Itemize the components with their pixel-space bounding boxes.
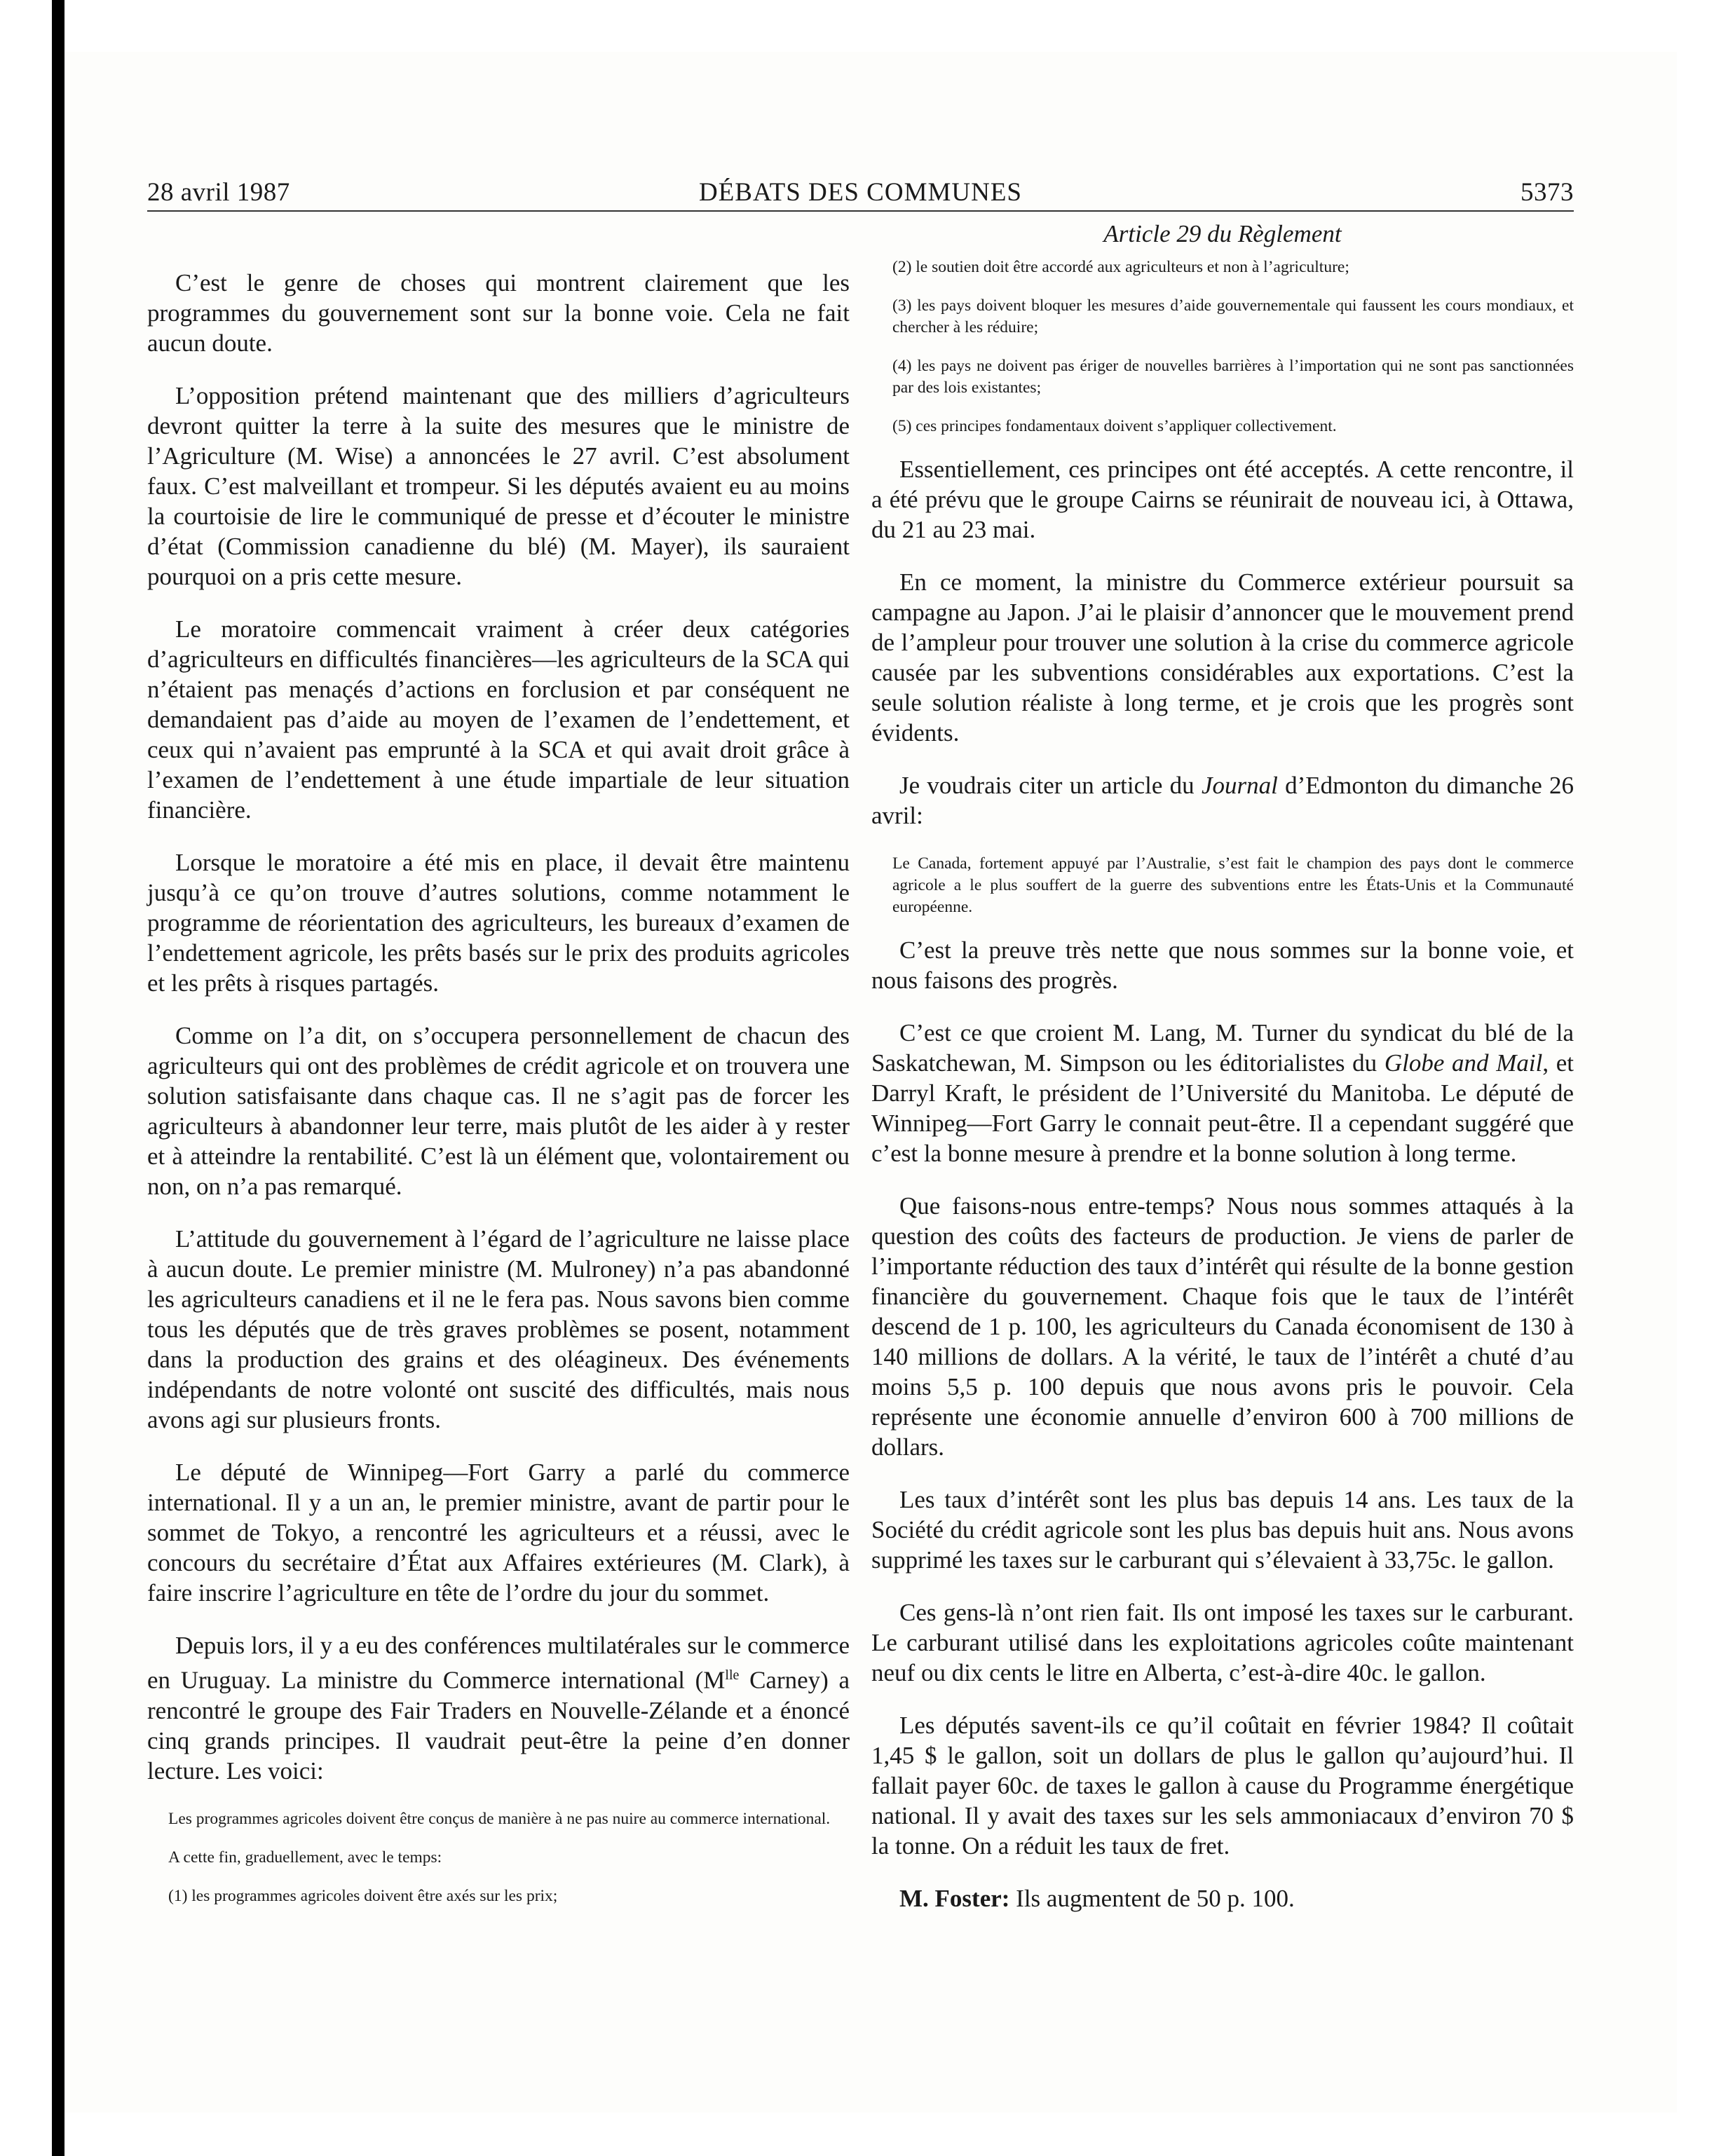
paragraph: L’attitude du gouvernement à l’égard de l’agriculture ne laisse place à aucun doute. Le premier ministre (M. Mulroney) n’a pas abandonné les agriculteurs canadiens et il ne le fera pas. Nous savons bien comme tous les députés que de très graves problèmes se posent, notamment dans la production des grains et des oléagineux. Des événements indépendants de notre volonté ont suscité des difficultés, mais nous avons agi sur plusieurs fronts. — [147, 1225, 850, 1433]
text-run: Depuis lors, il y a eu des conférences multilatérales sur le commerce en Uruguay. La ministre du Commerce international (M — [147, 1632, 850, 1694]
page-header — [147, 170, 1574, 212]
rule-heading: Article 29 du Règlement — [1103, 220, 1342, 247]
block-quote: (1) les programmes agricoles doivent être axés sur les prix; — [168, 1886, 558, 1905]
superscript: lle — [725, 1667, 740, 1683]
left-column — [147, 268, 850, 1924]
scan-edge — [52, 0, 64, 2156]
block-quote: Les programmes agricoles doivent être conçus de manière à ne pas nuire au commerce international. — [168, 1809, 831, 1828]
paragraph: C’est la preuve très nette que nous sommes sur la bonne voie, et nous faisons des progrès. — [871, 936, 1574, 994]
paragraph: Que faisons-nous entre-temps? Nous nous sommes attaqués à la question des coûts des facteurs de production. Je viens de parler de l’importante réduction des taux d’intérêt qui résulte de la bonne gestion financière du gouvernement. Chaque fois que le taux de l’intérêt descend de 1 p. 100, les agriculteurs du Canada économisent de 130 à 140 millions de dollars. A la vérité, le taux de l’intérêt a chuté d’au moins 5,5 p. 100 depuis que nous avons pris le pouvoir. Cela représente une économie annuelle d’environ 600 à 700 millions de dollars. — [871, 1192, 1574, 1461]
text-run: C’est ce que croient M. Lang, M. Turner du syndicat du blé de la Saskatchewan, M. Simpson ou les éditorialistes du — [871, 1019, 1574, 1077]
text-run: d’Edmonton du dimanche 26 avril: — [871, 772, 1574, 829]
right-column — [871, 210, 1574, 1936]
header-title: DÉBATS DES COMMUNES — [698, 178, 1022, 207]
paragraph: L’opposition prétend maintenant que des milliers d’agriculteurs devront quitter la terre à la suite des mesures que le ministre de l’Agriculture (M. Wise) a annoncées le 27 avril. C’est absolument faux. C’est malveillant et trompeur. Si les députés avaient eu au moins la courtoisie de lire le communiqué de presse et d’écouter le ministre d’état (Commission canadienne du blé) (M. Mayer), ils sauraient pourquoi on a pris cette mesure. — [147, 382, 850, 590]
paragraph — [871, 1018, 1574, 1168]
paragraph — [147, 1630, 850, 1786]
text-run: , et Darryl Kraft, le président de l’Université du Manitoba. Le député de Winnipeg—Fort Garry le connait peut-être. Il a cependant suggéré que c’est la bonne mesure à prendre et la bonne solution à long terme. — [871, 1049, 1574, 1167]
publication-name: Journal — [1201, 772, 1278, 799]
paragraph: Le moratoire commencait vraiment à créer deux catégories d’agriculteurs en difficultés financières—les agriculteurs de la SCA qui n’étaient pas menaçés d’actions en forclusion et par conséquent ne demandaient pas d’aide au moyen de l’examen de l’endettement, et ceux qui n’avaient pas emprunté à la SCA et qui avait droit grâce à l’examen de l’endettement à une étude impartiale de leur situation financière. — [147, 615, 850, 824]
paragraph — [871, 770, 1574, 831]
block-quote: Le Canada, fortement appuyé par l’Australie, s’est fait le champion des pays dont le commerce agricole a le plus souffert de la guerre des subventions entre les États-Unis et la Communauté européenne. — [892, 854, 1574, 916]
block-quote: (5) ces principes fondamentaux doivent s’appliquer collectivement. — [892, 417, 1337, 435]
paragraph: Comme on l’a dit, on s’occupera personnellement de chacun des agriculteurs qui ont des problèmes de crédit agricole et on trouvera une solution satisfaisante dans chaque cas. Il ne s’agit pas de forcer les agriculteurs à abandonner leur terre, mais plutôt de les aider à y rester et à atteindre la rentabilité. C’est là un élément que, volontairement ou non, on n’a pas remarqué. — [147, 1022, 850, 1200]
header-date: 28 avril 1987 — [147, 178, 290, 207]
paragraph: Le député de Winnipeg—Fort Garry a parlé du commerce international. Il y a un an, le premier ministre, avant de partir pour le sommet de Tokyo, a rencontré les agriculteurs et a réussi, avec le concours du secrétaire d’État aux Affaires extérieures (M. Clark), à faire inscrire l’agriculture en tête de l’ordre du jour du sommet. — [147, 1459, 850, 1606]
publication-name: Globe and Mail — [1384, 1049, 1543, 1077]
paragraph: Les taux d’intérêt sont les plus bas depuis 14 ans. Les taux de la Société du crédit agricole sont les plus bas depuis huit ans. Nous avons supprimé les taxes sur le carburant qui s’élevaient à 33,75c. le gallon. — [871, 1486, 1574, 1574]
text-run: Carney) a rencontré le groupe des Fair Traders en Nouvelle-Zélande et a énoncé cinq grands principes. Il vaudrait peut-être la peine d’en donner lecture. Les voici: — [147, 1666, 850, 1785]
block-quote: (3) les pays doivent bloquer les mesures d’aide gouvernementale qui faussent les cours mondiaux, et chercher à les réduire; — [892, 296, 1574, 336]
paragraph: Essentiellement, ces principes ont été acceptés. A cette rencontre, il a été prévu que le groupe Cairns se réunirait de nouveau ici, à Ottawa, du 21 au 23 mai. — [871, 456, 1574, 543]
paragraph — [871, 1883, 1574, 1913]
paragraph: Lorsque le moratoire a été mis en place, il devait être maintenu jusqu’à ce qu’on trouve d’autres solutions, comme notamment le programme de réorientation des agriculteurs, les bureaux d’examen de l’endettement agricole, les prêts basés sur le prix des produits agricoles et les prêts à risques partagés. — [147, 849, 850, 997]
paragraph: Les députés savent-ils ce qu’il coûtait en février 1984? Il coûtait 1,45 $ le gallon, soit un dollars de plus le gallon qu’aujourd’hui. Il fallait payer 60c. de taxes le gallon à cause du Programme énergétique national. Il y avait des taxes sur les sels ammoniacaux d’environ 70 $ la tonne. On a réduit les taux de fret. — [871, 1712, 1574, 1860]
text-run: Je voudrais citer un article du — [899, 772, 1202, 799]
speaker-name: M. Foster: — [899, 1885, 1010, 1912]
paragraph: C’est le genre de choses qui montrent clairement que les programmes du gouvernement sont sur la bonne voie. Cela ne fait aucun doute. — [147, 269, 850, 357]
block-quote: (2) le soutien doit être accordé aux agriculteurs et non à l’agriculture; — [892, 258, 1349, 276]
paragraph: En ce moment, la ministre du Commerce extérieur poursuit sa campagne au Japon. J’ai le plaisir d’annoncer que le mouvement prend de l’ampleur pour trouver une solution à la crise du commerce agricole causée par les subventions considérables aux exportations. C’est la seule solution réaliste à long terme, et je crois que les progrès sont évidents. — [871, 568, 1574, 746]
page-number: 5373 — [1520, 178, 1574, 207]
text-run: Ils augmentent de 50 p. 100. — [1009, 1885, 1295, 1912]
block-quote: A cette fin, graduellement, avec le temps: — [168, 1848, 442, 1867]
block-quote: (4) les pays ne doivent pas ériger de nouvelles barrières à l’importation qui ne sont pas sanctionnées par des lois existantes; — [892, 357, 1574, 397]
paragraph: Ces gens-là n’ont rien fait. Ils ont imposé les taxes sur le carburant. Le carburant utilisé dans les exploitations agricoles coûte maintenant neuf ou dix cents le litre en Alberta, c’est-à-dire 40c. le gallon. — [871, 1599, 1574, 1686]
